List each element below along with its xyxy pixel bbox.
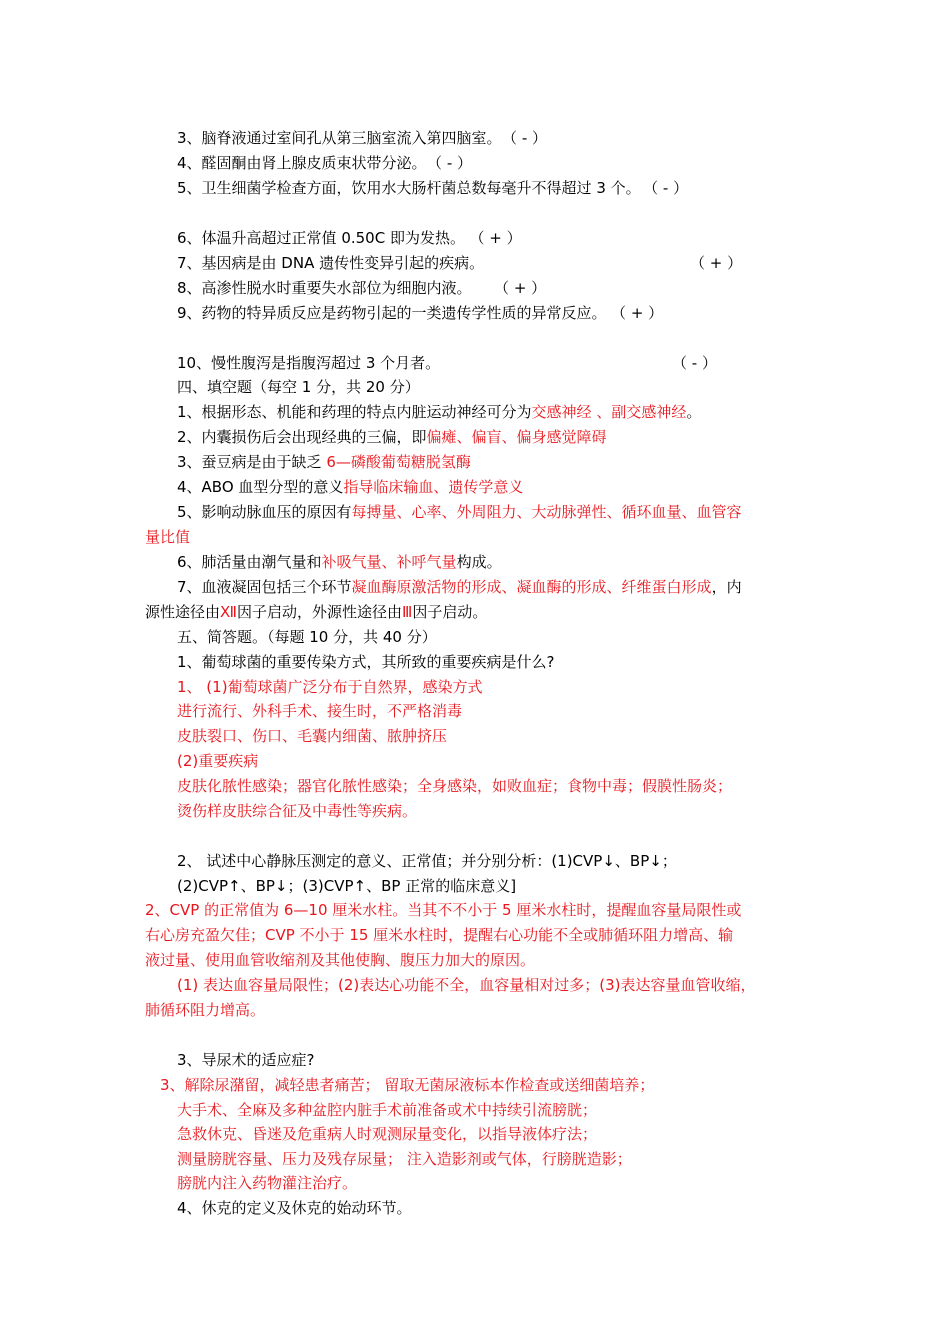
short-q4-question: 4、休克的定义及休克的始动环节。 xyxy=(177,1199,412,1217)
judgement-q7-mark: （ + ） xyxy=(690,254,743,272)
judgement-q9: 9、药物的特异质反应是药物引起的一类遗传学性质的异常反应。 （ + ） xyxy=(177,304,664,322)
judgement-q10-mark: （ - ） xyxy=(672,354,717,372)
fill-q6: 6、肺活量由潮气量和补吸气量、补呼气量构成。 xyxy=(177,553,502,571)
short-q2-answer-line: 液过量、使用血管收缩剂及其他使胸、腹压力加大的原因。 xyxy=(145,951,536,969)
short-q1-answer-line: 皮肤裂口、伤口、毛囊内细菌、脓肿挤压 xyxy=(177,727,448,745)
short-q1-answer-line: (2)重要疾病 xyxy=(177,752,259,770)
judgement-q7: 7、基因病是由 DNA 遗传性变异引起的疾病。 xyxy=(177,254,485,272)
short-q2-question: 2、 试述中心静脉压测定的意义、正常值；并分别分析：(1)CVP↓、BP↓； xyxy=(177,852,677,870)
fill-q4: 4、ABO 血型分型的意义指导临床输血、遗传学意义 xyxy=(177,478,524,496)
short-q3-question: 3、导尿术的适应症? xyxy=(177,1051,315,1069)
fill-q5: 5、影响动脉血压的原因有每搏量、心率、外周阻力、大动脉弹性、循环血量、血管容 xyxy=(177,503,742,521)
judgement-q5: 5、卫生细菌学检查方面，饮用水大肠杆菌总数每毫升不得超过 3 个。 （ - ） xyxy=(177,179,689,197)
short-q1-answer-line: 进行流行、外科手术、接生时，不严格消毒 xyxy=(177,702,463,720)
fill-q5-cont: 量比值 xyxy=(145,528,191,546)
short-q3-answer-line: 测量膀胱容量、压力及残存尿量； 注入造影剂或气体，行膀胱造影； xyxy=(177,1150,632,1168)
fill-q7-cont: 源性途径由Ⅻ因子启动，外源性途径由Ⅲ因子启动。 xyxy=(145,603,488,621)
short-q2-answer-line: 右心房充盈欠佳；CVP 不小于 15 厘米水柱时，提醒右心功能不全或肺循环阻力增高、输 xyxy=(145,926,734,944)
short-q1-answer-line: 1、 (1)葡萄球菌广泛分布于自然界，感染方式 xyxy=(177,678,483,696)
short-q3-answer-line: 大手术、全麻及多种盆腔内脏手术前准备或术中持续引流膀胱； xyxy=(177,1101,598,1119)
short-q2-answer-line: 2、CVP 的正常值为 6—10 厘米水柱。当其不不小于 5 厘米水柱时，提醒血容量局限性或 xyxy=(145,901,742,919)
judgement-q10: 10、慢性腹泻是指腹泻超过 3 个月者。 xyxy=(177,354,441,372)
short-q1-answer-line: 烫伤样皮肤综合征及中毒性等疾病。 xyxy=(177,802,418,820)
short-q2-answer2-line: (1) 表达血容量局限性；(2)表达心功能不全，血容量相对过多；(3)表达容量血管收缩， xyxy=(177,976,756,994)
short-q3-answer-line: 膀胱内注入药物灌注治疗。 xyxy=(177,1174,358,1192)
short-heading: 五、简答题。（每题 10 分，共 40 分） xyxy=(177,628,437,646)
fill-heading: 四、填空题（每空 1 分，共 20 分） xyxy=(177,378,420,396)
fill-q2: 2、内囊损伤后会出现经典的三偏，即偏瘫、偏盲、偏身感觉障碍 xyxy=(177,428,607,446)
fill-q1: 1、根据形态、机能和药理的特点内脏运动神经可分为交感神经 、副交感神经。 xyxy=(177,403,702,421)
fill-q3: 3、蚕豆病是由于缺乏 6—磷酸葡萄糖脱氢酶 xyxy=(177,453,471,471)
judgement-q6: 6、体温升高超过正常值 0.50C 即为发热。 （ + ） xyxy=(177,229,522,247)
short-q3-answer-line: 急救休克、昏迷及危重病人时观测尿量变化，以指导液体疗法； xyxy=(177,1125,598,1143)
short-q1-answer-line: 皮肤化脓性感染；器官化脓性感染；全身感染，如败血症；食物中毒；假膜性肠炎； xyxy=(177,777,733,795)
judgement-q3: 3、脑脊液通过室间孔从第三脑室流入第四脑室。 （ - ） xyxy=(177,129,547,147)
short-q3-answer-line: 3、解除尿潴留，减轻患者痛苦； 留取无菌尿液标本作检查或送细菌培养； xyxy=(160,1076,655,1094)
judgement-q4: 4、醛固酮由肾上腺皮质束状带分泌。 （ - ） xyxy=(177,154,472,172)
fill-q7: 7、血液凝固包括三个环节凝血酶原激活物的形成、凝血酶的形成、纤维蛋白形成，内 xyxy=(177,578,742,596)
short-q1-question: 1、葡萄球菌的重要传染方式，其所致的重要疾病是什么? xyxy=(177,653,555,671)
short-q2-question-cont: (2)CVP↑、BP↓；(3)CVP↑、BP 正常的临床意义] xyxy=(177,877,517,895)
short-q2-answer2-line: 肺循环阻力增高。 xyxy=(145,1001,266,1019)
judgement-q8: 8、高渗性脱水时重要失水部位为细胞内液。 （ + ） xyxy=(177,279,547,297)
